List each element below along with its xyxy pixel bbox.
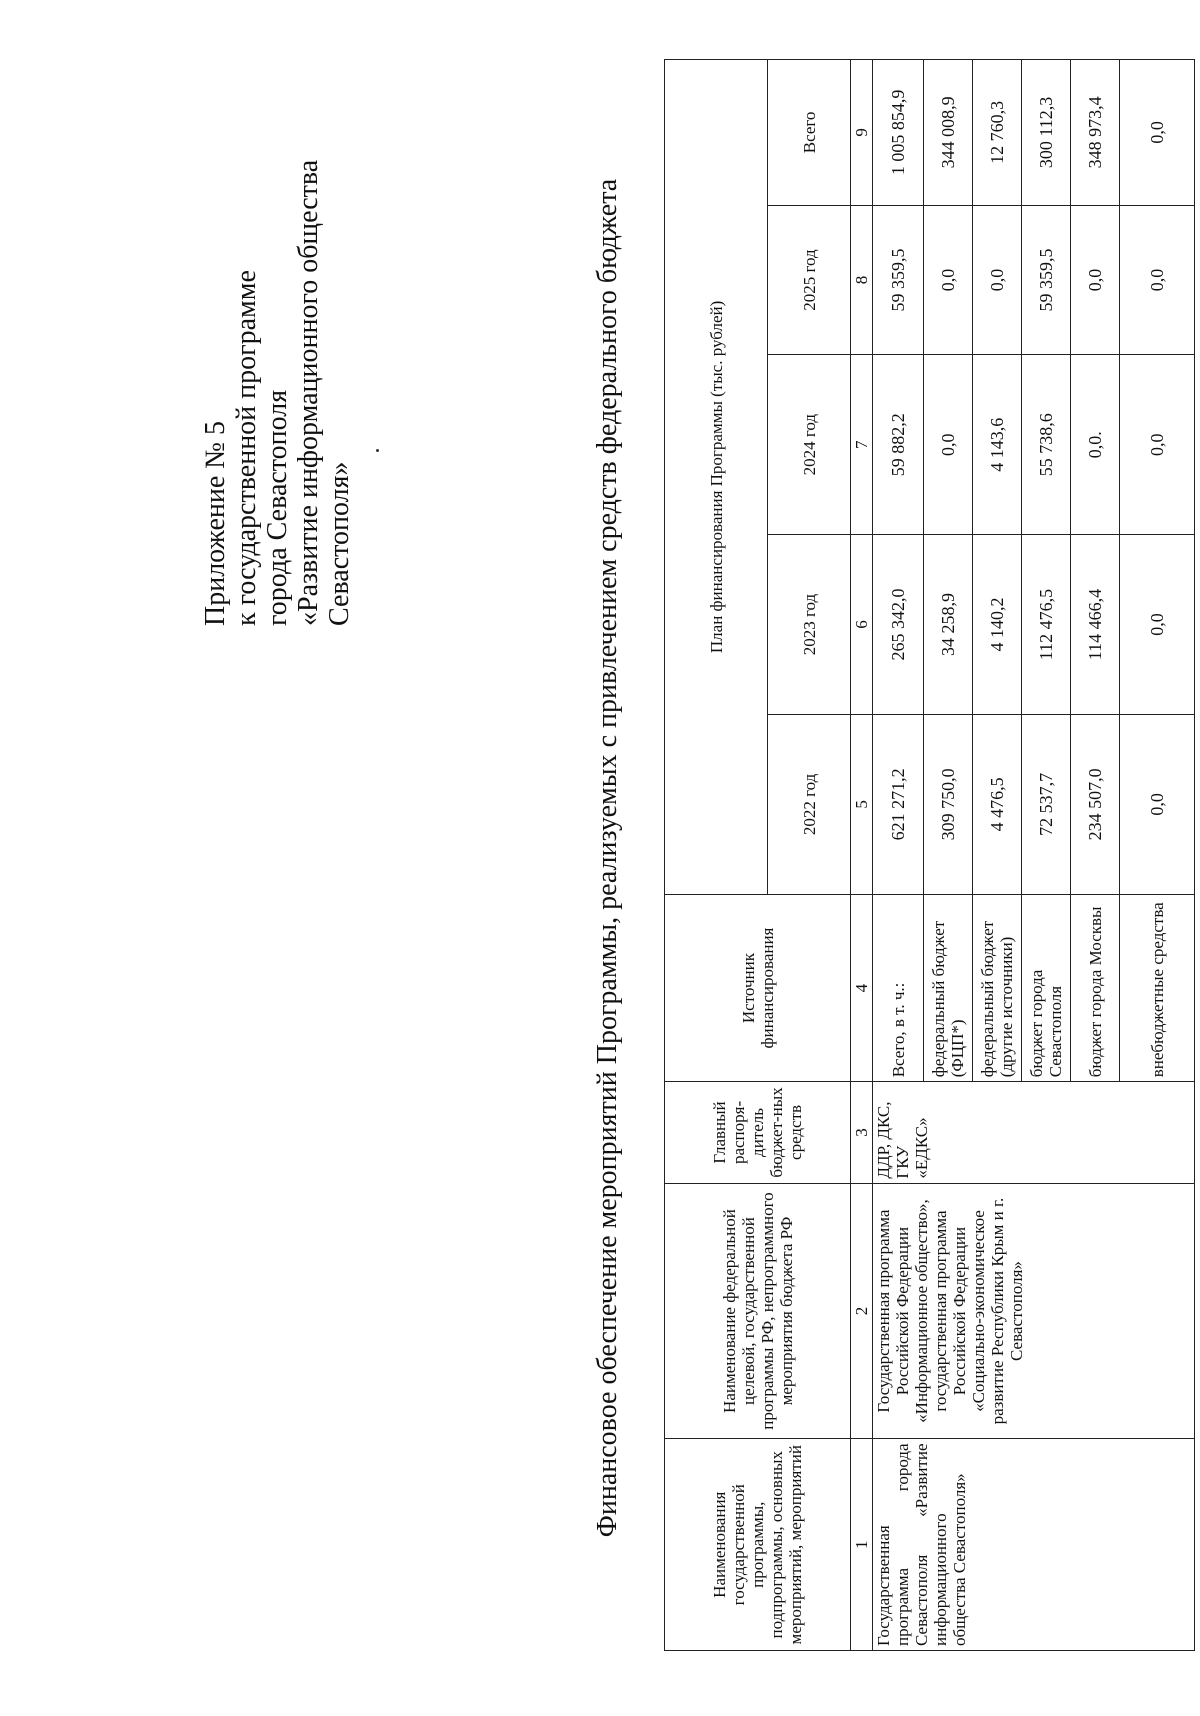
appendix-note xyxy=(200,66,355,626)
value-cell: 59 882,2 xyxy=(873,355,924,535)
document-title: Финансовое обеспечение мероприятий Программы, реализуемых с привлечением средств федерального бюджета xyxy=(592,178,623,1538)
column-number: 3 xyxy=(851,1082,873,1183)
column-number: 6 xyxy=(851,535,873,715)
appendix-line: Севастополя» xyxy=(324,461,355,626)
value-cell: 12 760,3 xyxy=(973,60,1022,206)
value-cell: 55 738,6 xyxy=(1022,355,1071,535)
source-cell: бюджет города Москвы xyxy=(1071,894,1120,1081)
value-cell: 1 005 854,9 xyxy=(873,60,924,206)
header-row xyxy=(665,60,768,1651)
header-program-names: Наименования государственной программы, подпрограммы, основных мероприятий, мероприятий xyxy=(665,1439,851,1651)
value-cell: 4 143,6 xyxy=(973,355,1022,535)
column-number: 4 xyxy=(851,894,873,1081)
header-federal-program: Наименование федеральной целевой, государственной программы РФ, непрограммного мероприятия бюджета РФ xyxy=(665,1183,851,1439)
header-administrator: Главный распоря-дитель бюджет-ных средств xyxy=(665,1082,851,1183)
value-cell: 34 258,9 xyxy=(924,535,973,715)
value-cell: 114 466,4 xyxy=(1071,535,1120,715)
value-cell: 621 271,2 xyxy=(873,714,924,894)
column-number: 7 xyxy=(851,355,873,535)
value-cell: 59 359,5 xyxy=(873,205,924,354)
header-year: 2024 год xyxy=(768,355,851,535)
value-cell: 0,0 xyxy=(1120,714,1195,894)
column-number: 2 xyxy=(851,1183,873,1439)
appendix-line: Приложение № 5 xyxy=(200,421,231,626)
header-year: 2022 год xyxy=(768,714,851,894)
table-row xyxy=(873,60,924,1651)
value-cell: 0,0 xyxy=(924,205,973,354)
value-cell: 234 507,0 xyxy=(1071,714,1120,894)
source-cell: федеральный бюджет (другие источники) xyxy=(973,894,1022,1081)
value-cell: 0,0 xyxy=(1120,535,1195,715)
column-number: 1 xyxy=(851,1439,873,1651)
value-cell: 0,0 xyxy=(1071,205,1120,354)
value-cell: 4 476,5 xyxy=(973,714,1022,894)
appendix-line: «Развитие информационного общества xyxy=(293,159,324,626)
financing-table xyxy=(664,59,1195,1651)
column-number: 5 xyxy=(851,714,873,894)
header-year: 2023 год xyxy=(768,535,851,715)
header-total: Всего xyxy=(768,60,851,206)
value-cell: 0,0. xyxy=(1071,355,1120,535)
program-name-cell: Государственная программа города Севастополя «Развитие информационного общества Севастополя» xyxy=(873,1439,1195,1651)
value-cell: 4 140,2 xyxy=(973,535,1022,715)
value-cell: 344 008,9 xyxy=(924,60,973,206)
header-year: 2025 год xyxy=(768,205,851,354)
column-number: 9 xyxy=(851,60,873,206)
value-cell: 0,0 xyxy=(924,355,973,535)
value-cell: 265 342,0 xyxy=(873,535,924,715)
value-cell: 0,0 xyxy=(973,205,1022,354)
value-cell: 348 973,4 xyxy=(1071,60,1120,206)
appendix-line: города Севастополя xyxy=(262,389,293,626)
column-number: 8 xyxy=(851,205,873,354)
value-cell: 0,0 xyxy=(1120,205,1195,354)
value-cell: 0,0 xyxy=(1120,355,1195,535)
value-cell: 72 537,7 xyxy=(1022,714,1071,894)
header-plan: План финансирования Программы (тыс. рублей) xyxy=(665,60,768,895)
value-cell: 59 359,5 xyxy=(1022,205,1071,354)
federal-program-cell: Государственная программа Российской Федерации «Информационное общество», государственная программа Российской Федерации «Социально-экономическое развитие Республики Крым и г. Севастополя» xyxy=(873,1183,1195,1439)
value-cell: 0,0 xyxy=(1120,60,1195,206)
source-cell: внебюджетные средства xyxy=(1120,894,1195,1081)
value-cell: 300 112,3 xyxy=(1022,60,1071,206)
source-cell: Всего, в т. ч.: xyxy=(873,894,924,1081)
source-cell: бюджет города Севастополя xyxy=(1022,894,1071,1081)
column-numbers-row xyxy=(851,60,873,1651)
value-cell: 112 476,5 xyxy=(1022,535,1071,715)
appendix-line: к государственной программе xyxy=(231,270,262,626)
source-cell: федеральный бюджет (ФЦП*) xyxy=(924,894,973,1081)
administrator-cell: ДДР, ДКС, ГКУ «ЕДКС» xyxy=(873,1082,1195,1183)
value-cell: 309 750,0 xyxy=(924,714,973,894)
header-source: Источник финансирования xyxy=(665,894,851,1081)
scan-speck xyxy=(376,449,379,452)
